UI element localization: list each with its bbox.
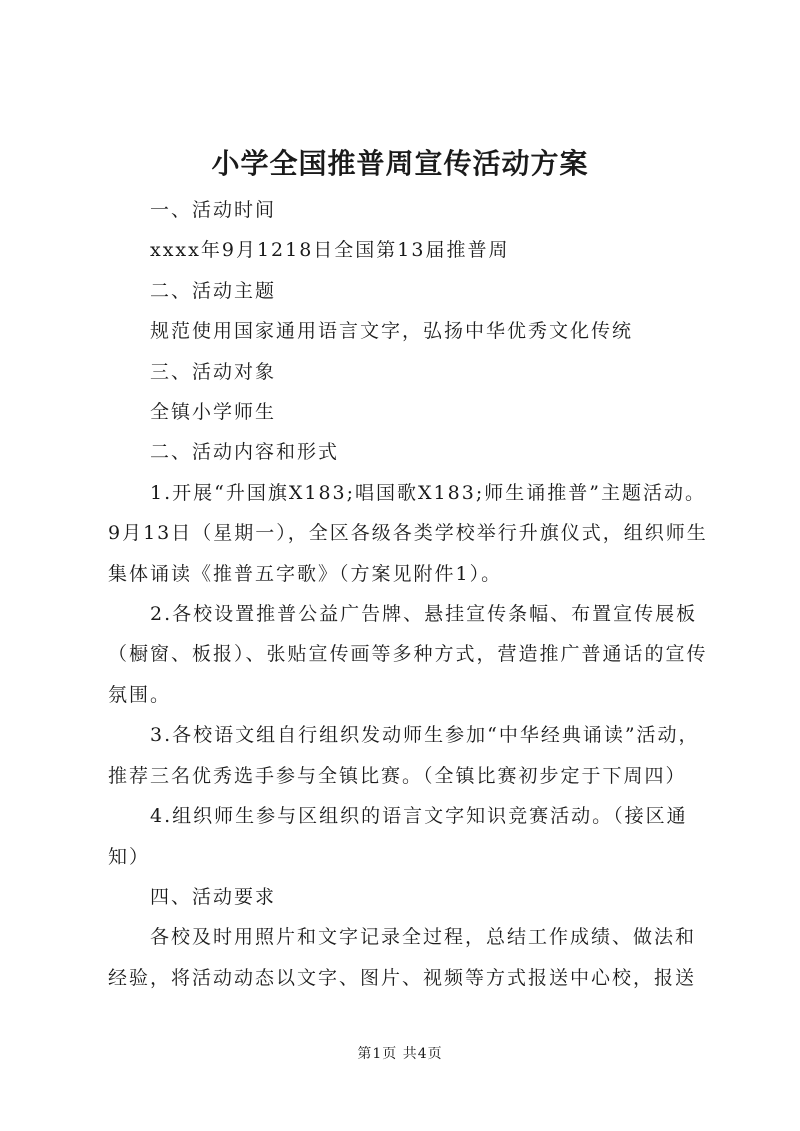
section-heading-content: 二、活动内容和形式 — [150, 441, 340, 464]
section-heading-audience: 三、活动对象 — [150, 360, 277, 383]
paragraph-theme: 规范使用国家通用语言文字，弘扬中华优秀文化传统 — [150, 320, 634, 343]
paragraph-item-1: 1.开展“升国旗X183;唱国歌X183;师生诵推普”主题活动。9月13日（星期一），全区各级各类学校举行升旗仪式，组织师生集体诵读《推普五字歌》（方案见附件1）。 — [108, 481, 708, 585]
section-heading-requirements: 四、活动要求 — [150, 885, 277, 908]
paragraph-time: xxxx年9月1218日全国第13届推普周 — [150, 239, 510, 262]
section-heading-time: 一、活动时间 — [150, 199, 277, 221]
paragraph-requirements: 各校及时用照片和文字记录全过程，总结工作成绩、做法和经验，将活动动态以文字、图片、视频等方式报送中心校，报送 — [108, 926, 697, 989]
document-body — [108, 190, 708, 998]
paragraph-item-4: 4.组织师生参与区组织的语言文字知识竞赛活动。（接区通知） — [108, 805, 688, 868]
document-title: 小学全国推普周宣传活动方案 — [211, 147, 589, 180]
page-footer: 第1页 共4页 — [357, 1046, 443, 1062]
paragraph-item-2: 2.各校设置推普公益广告牌、悬挂宣传条幅、布置宣传展板（橱窗、板报）、张贴宣传画等多种方式，营造推广普通话的宣传氛围。 — [108, 603, 708, 706]
paragraph-audience: 全镇小学师生 — [150, 401, 277, 424]
paragraph-item-3: 3.各校语文组自行组织发动师生参加“中华经典诵读”活动，推荐三名优秀选手参与全镇比赛。（全镇比赛初步定于下周四） — [108, 724, 700, 787]
section-heading-theme: 二、活动主题 — [150, 279, 277, 302]
